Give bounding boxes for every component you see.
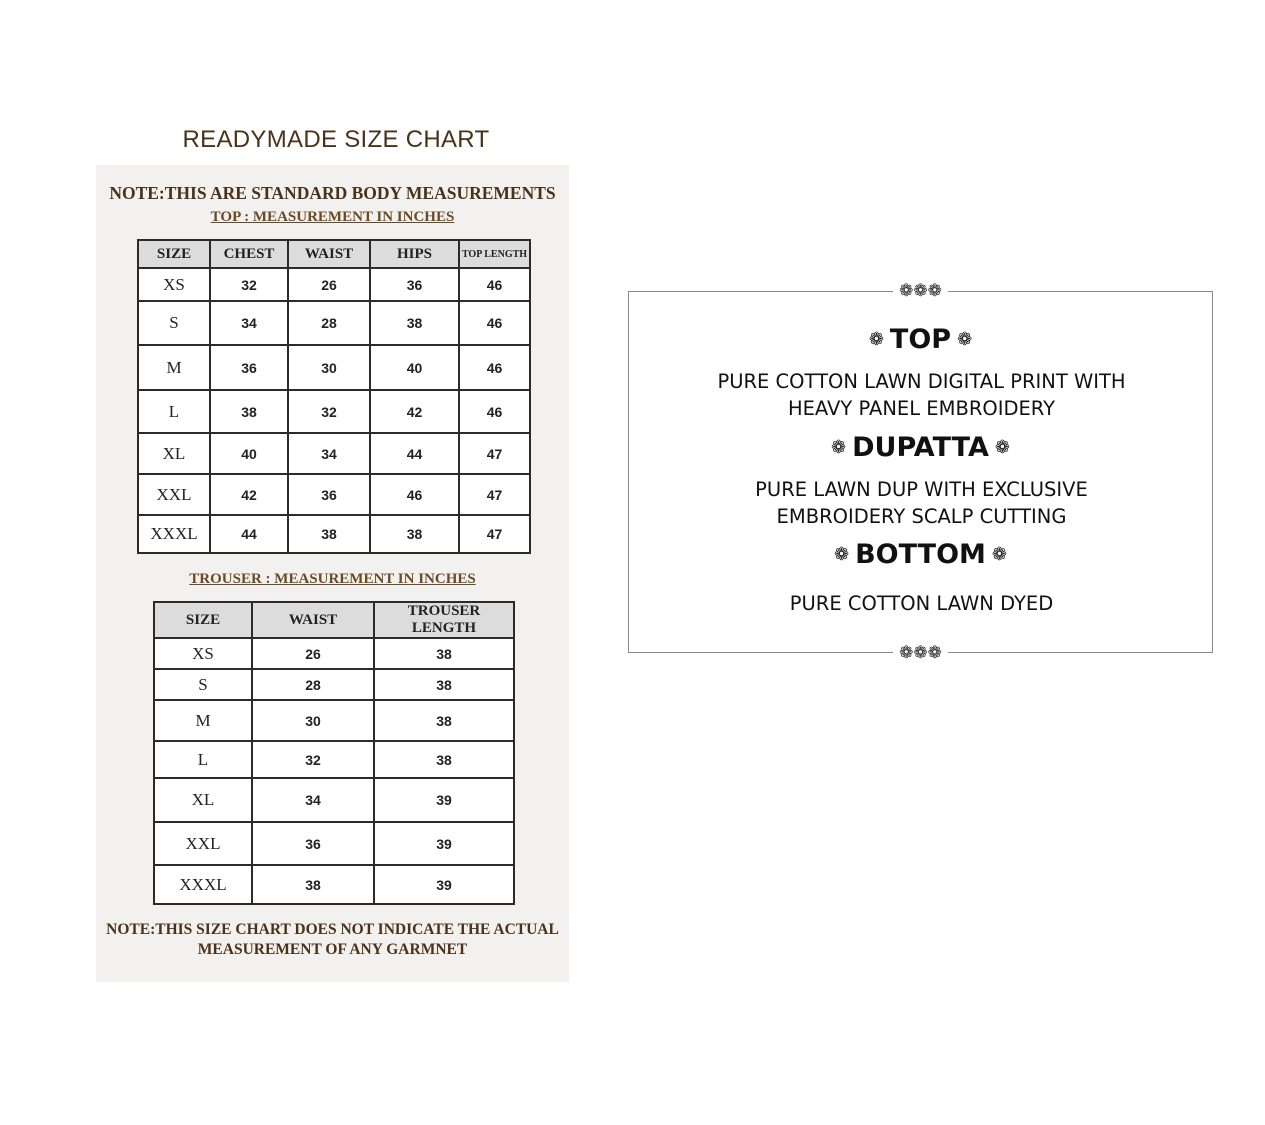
column-header-waist: WAIST: [252, 602, 374, 638]
description-line: PURE COTTON LAWN DYED: [789, 592, 1054, 615]
hips-cell: 42: [370, 390, 459, 433]
waist-cell: 28: [288, 301, 370, 345]
chest-cell: 42: [210, 474, 288, 515]
size-cell: L: [154, 741, 252, 778]
size-cell: XXXL: [138, 515, 210, 553]
size-cell: XXXL: [154, 865, 252, 904]
size-cell: XXL: [154, 822, 252, 865]
top-length-cell: 47: [459, 433, 530, 474]
top-length-cell: 47: [459, 515, 530, 553]
waist-cell: 38: [252, 865, 374, 904]
table-row: [154, 865, 514, 904]
bottom-fabric-description: [659, 590, 1184, 617]
table-header-row: [138, 240, 530, 268]
trouser-table-subtitle: TROUSER : MEASUREMENT IN INCHES: [189, 571, 476, 587]
table-row: [138, 390, 530, 433]
hips-cell: 40: [370, 345, 459, 390]
flower-icon: ❁: [831, 437, 847, 458]
hips-cell: 38: [370, 515, 459, 553]
size-cell: XL: [154, 778, 252, 822]
trouser-length-cell: 39: [374, 865, 514, 904]
waist-cell: 28: [252, 669, 374, 700]
top-length-cell: 46: [459, 345, 530, 390]
trouser-length-cell: 39: [374, 778, 514, 822]
hips-cell: 36: [370, 268, 459, 301]
top-fabric-heading: [629, 324, 1212, 355]
table-row: [154, 822, 514, 865]
trouser-length-cell: 38: [374, 741, 514, 778]
chest-cell: 44: [210, 515, 288, 553]
top-length-cell: 46: [459, 268, 530, 301]
chest-cell: 34: [210, 301, 288, 345]
heading-text: BOTTOM: [855, 539, 986, 570]
ornament-bottom-icon: ❁❁❁: [629, 644, 1212, 662]
waist-cell: 36: [252, 822, 374, 865]
heading-text: DUPATTA: [852, 432, 989, 463]
size-chart-title: READYMADE SIZE CHART: [182, 126, 490, 153]
waist-cell: 30: [252, 700, 374, 741]
heading-text: TOP: [889, 324, 952, 355]
column-header-chest: CHEST: [210, 240, 288, 268]
size-cell: M: [138, 345, 210, 390]
description-line: PURE COTTON LAWN DIGITAL PRINT WITH: [717, 370, 1126, 393]
top-table-subtitle: TOP : MEASUREMENT IN INCHES: [210, 209, 455, 225]
top-measurement-table: [137, 239, 531, 554]
trouser-measurement-table: [153, 601, 515, 905]
size-cell: M: [154, 700, 252, 741]
fabric-details-box: [628, 281, 1213, 662]
hips-cell: 38: [370, 301, 459, 345]
table-row: [154, 741, 514, 778]
size-cell: XL: [138, 433, 210, 474]
flower-icon: ❁: [868, 329, 884, 350]
column-header-size: SIZE: [154, 602, 252, 638]
table-row: [138, 301, 530, 345]
chest-cell: 40: [210, 433, 288, 474]
trouser-length-cell: 39: [374, 822, 514, 865]
flower-icon: ❁: [957, 329, 973, 350]
description-line: EMBROIDERY SCALP CUTTING: [776, 505, 1067, 528]
chest-cell: 36: [210, 345, 288, 390]
column-header-trouser-length: TROUSER LENGTH: [374, 602, 514, 638]
column-header-hips: HIPS: [370, 240, 459, 268]
table-row: [138, 268, 530, 301]
table-row: [154, 669, 514, 700]
trouser-length-cell: 38: [374, 700, 514, 741]
table-row: [138, 345, 530, 390]
waist-cell: 26: [252, 638, 374, 669]
waist-cell: 34: [288, 433, 370, 474]
waist-cell: 32: [288, 390, 370, 433]
table-row: [154, 700, 514, 741]
table-row: [138, 474, 530, 515]
top-length-cell: 46: [459, 390, 530, 433]
column-header-size: SIZE: [138, 240, 210, 268]
size-chart-disclaimer: [96, 920, 569, 960]
chest-cell: 38: [210, 390, 288, 433]
description-line: PURE LAWN DUP WITH EXCLUSIVE: [755, 478, 1088, 501]
table-row: [138, 515, 530, 553]
waist-cell: 30: [288, 345, 370, 390]
waist-cell: 32: [252, 741, 374, 778]
size-chart-panel: [96, 165, 569, 982]
disclaimer-line-2: MEASUREMENT OF ANY GARMNET: [197, 941, 468, 958]
flower-icon: ❁: [994, 437, 1010, 458]
size-cell: L: [138, 390, 210, 433]
standard-measurements-note: NOTE:THIS ARE STANDARD BODY MEASUREMENTS: [109, 183, 556, 203]
waist-cell: 34: [252, 778, 374, 822]
hips-cell: 44: [370, 433, 459, 474]
waist-cell: 26: [288, 268, 370, 301]
size-cell: XXL: [138, 474, 210, 515]
size-cell: XS: [154, 638, 252, 669]
description-line: HEAVY PANEL EMBROIDERY: [787, 397, 1056, 420]
flower-icon: ❁: [991, 544, 1007, 565]
top-fabric-description: [659, 368, 1184, 422]
chest-cell: 32: [210, 268, 288, 301]
top-length-cell: 47: [459, 474, 530, 515]
ornament-top-icon: ❁❁❁: [629, 282, 1212, 300]
size-cell: S: [154, 669, 252, 700]
flower-icon: ❁: [834, 544, 850, 565]
waist-cell: 36: [288, 474, 370, 515]
waist-cell: 38: [288, 515, 370, 553]
table-row: [154, 778, 514, 822]
column-header-waist: WAIST: [288, 240, 370, 268]
table-row: [154, 638, 514, 669]
disclaimer-line-1: NOTE:THIS SIZE CHART DOES NOT INDICATE THE ACTUAL: [106, 921, 559, 938]
size-cell: S: [138, 301, 210, 345]
trouser-length-cell: 38: [374, 638, 514, 669]
bottom-fabric-heading: [629, 539, 1212, 570]
size-cell: XS: [138, 268, 210, 301]
dupatta-fabric-heading: [629, 432, 1212, 463]
top-length-cell: 46: [459, 301, 530, 345]
hips-cell: 46: [370, 474, 459, 515]
column-header-top-length: TOP LENGTH: [459, 240, 530, 268]
table-row: [138, 433, 530, 474]
trouser-length-cell: 38: [374, 669, 514, 700]
table-header-row: [154, 602, 514, 638]
dupatta-fabric-description: [659, 476, 1184, 530]
